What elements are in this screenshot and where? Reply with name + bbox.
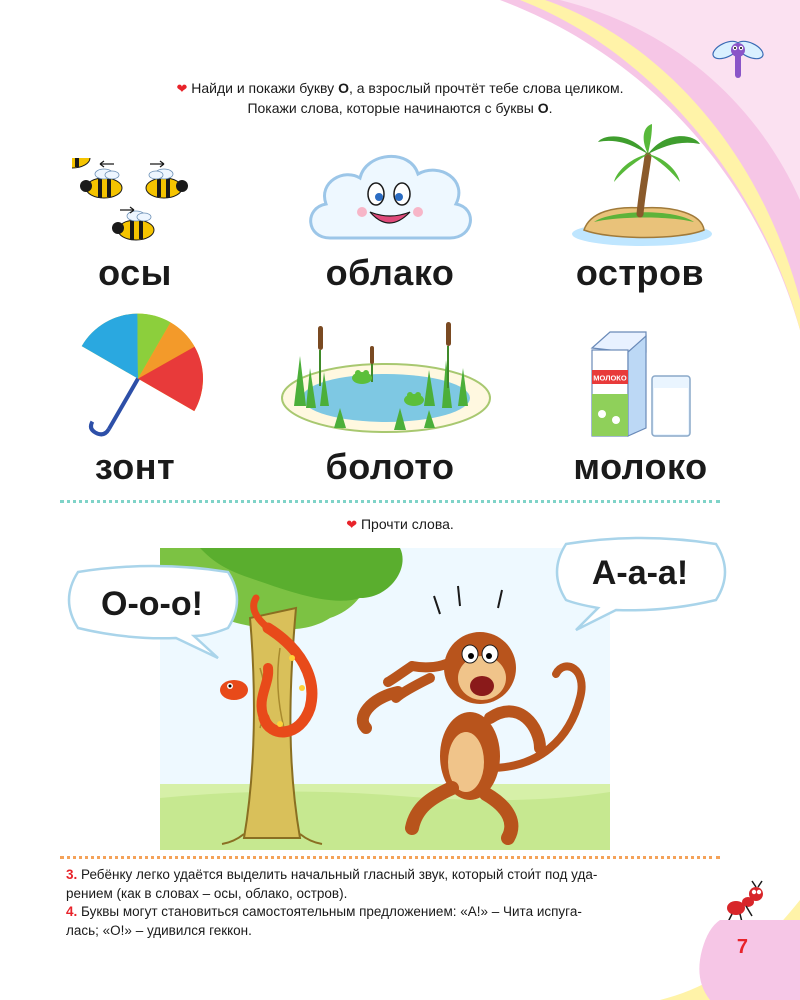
gecko-speech-text: О-о-о!	[101, 585, 203, 623]
ant-mascot-icon	[722, 880, 766, 924]
teacher-notes	[66, 866, 706, 940]
page-number: 7	[736, 936, 748, 958]
milk-icon	[580, 322, 700, 442]
word-osy: осы	[98, 252, 172, 293]
note-line: 4. Буквы могут становиться самостоятельным предложением: «А!» – Чита испуга-	[66, 904, 582, 919]
divider-dotted-orange	[60, 856, 720, 859]
heart-icon: ❤	[346, 517, 358, 532]
dragonfly-icon	[708, 32, 768, 82]
umbrella-icon	[68, 310, 208, 445]
milk-label: МОЛОКО	[593, 373, 627, 383]
wasps-icon	[72, 158, 197, 248]
swamp-icon	[274, 316, 498, 440]
monkey-speech-bubble	[546, 532, 736, 632]
instruction-line-1: ❤ Найди и покажи букву О, а взрослый прочтёт тебе слова целиком.	[176, 80, 624, 96]
read-instruction: ❤ Прочти слова.	[346, 516, 454, 532]
instruction-line-2: Покажи слова, которые начинаются с буквы О.	[247, 100, 553, 116]
page-number-badge	[680, 920, 800, 1000]
word-moloko: молоко	[573, 446, 708, 487]
word-ostrov: остров	[575, 252, 705, 293]
note-line: 3. Ребёнку легко удаётся выделить начальный гласный звук, который стои́т под уда-	[66, 867, 598, 882]
cloud-icon	[300, 142, 480, 250]
gecko-speech-bubble	[58, 560, 248, 660]
divider-dotted	[60, 500, 720, 503]
note-line: лась; «О!» – удивился геккон.	[66, 922, 252, 938]
word-oblako: облако	[325, 252, 455, 293]
word-boloto: болото	[325, 446, 455, 487]
heart-icon: ❤	[176, 81, 188, 96]
island-icon	[570, 122, 715, 250]
monkey-speech-text: А-а-а!	[591, 554, 689, 592]
note-line: рением (как в словах – осы, облако, остров).	[66, 885, 348, 901]
word-zont: зонт	[94, 446, 176, 487]
